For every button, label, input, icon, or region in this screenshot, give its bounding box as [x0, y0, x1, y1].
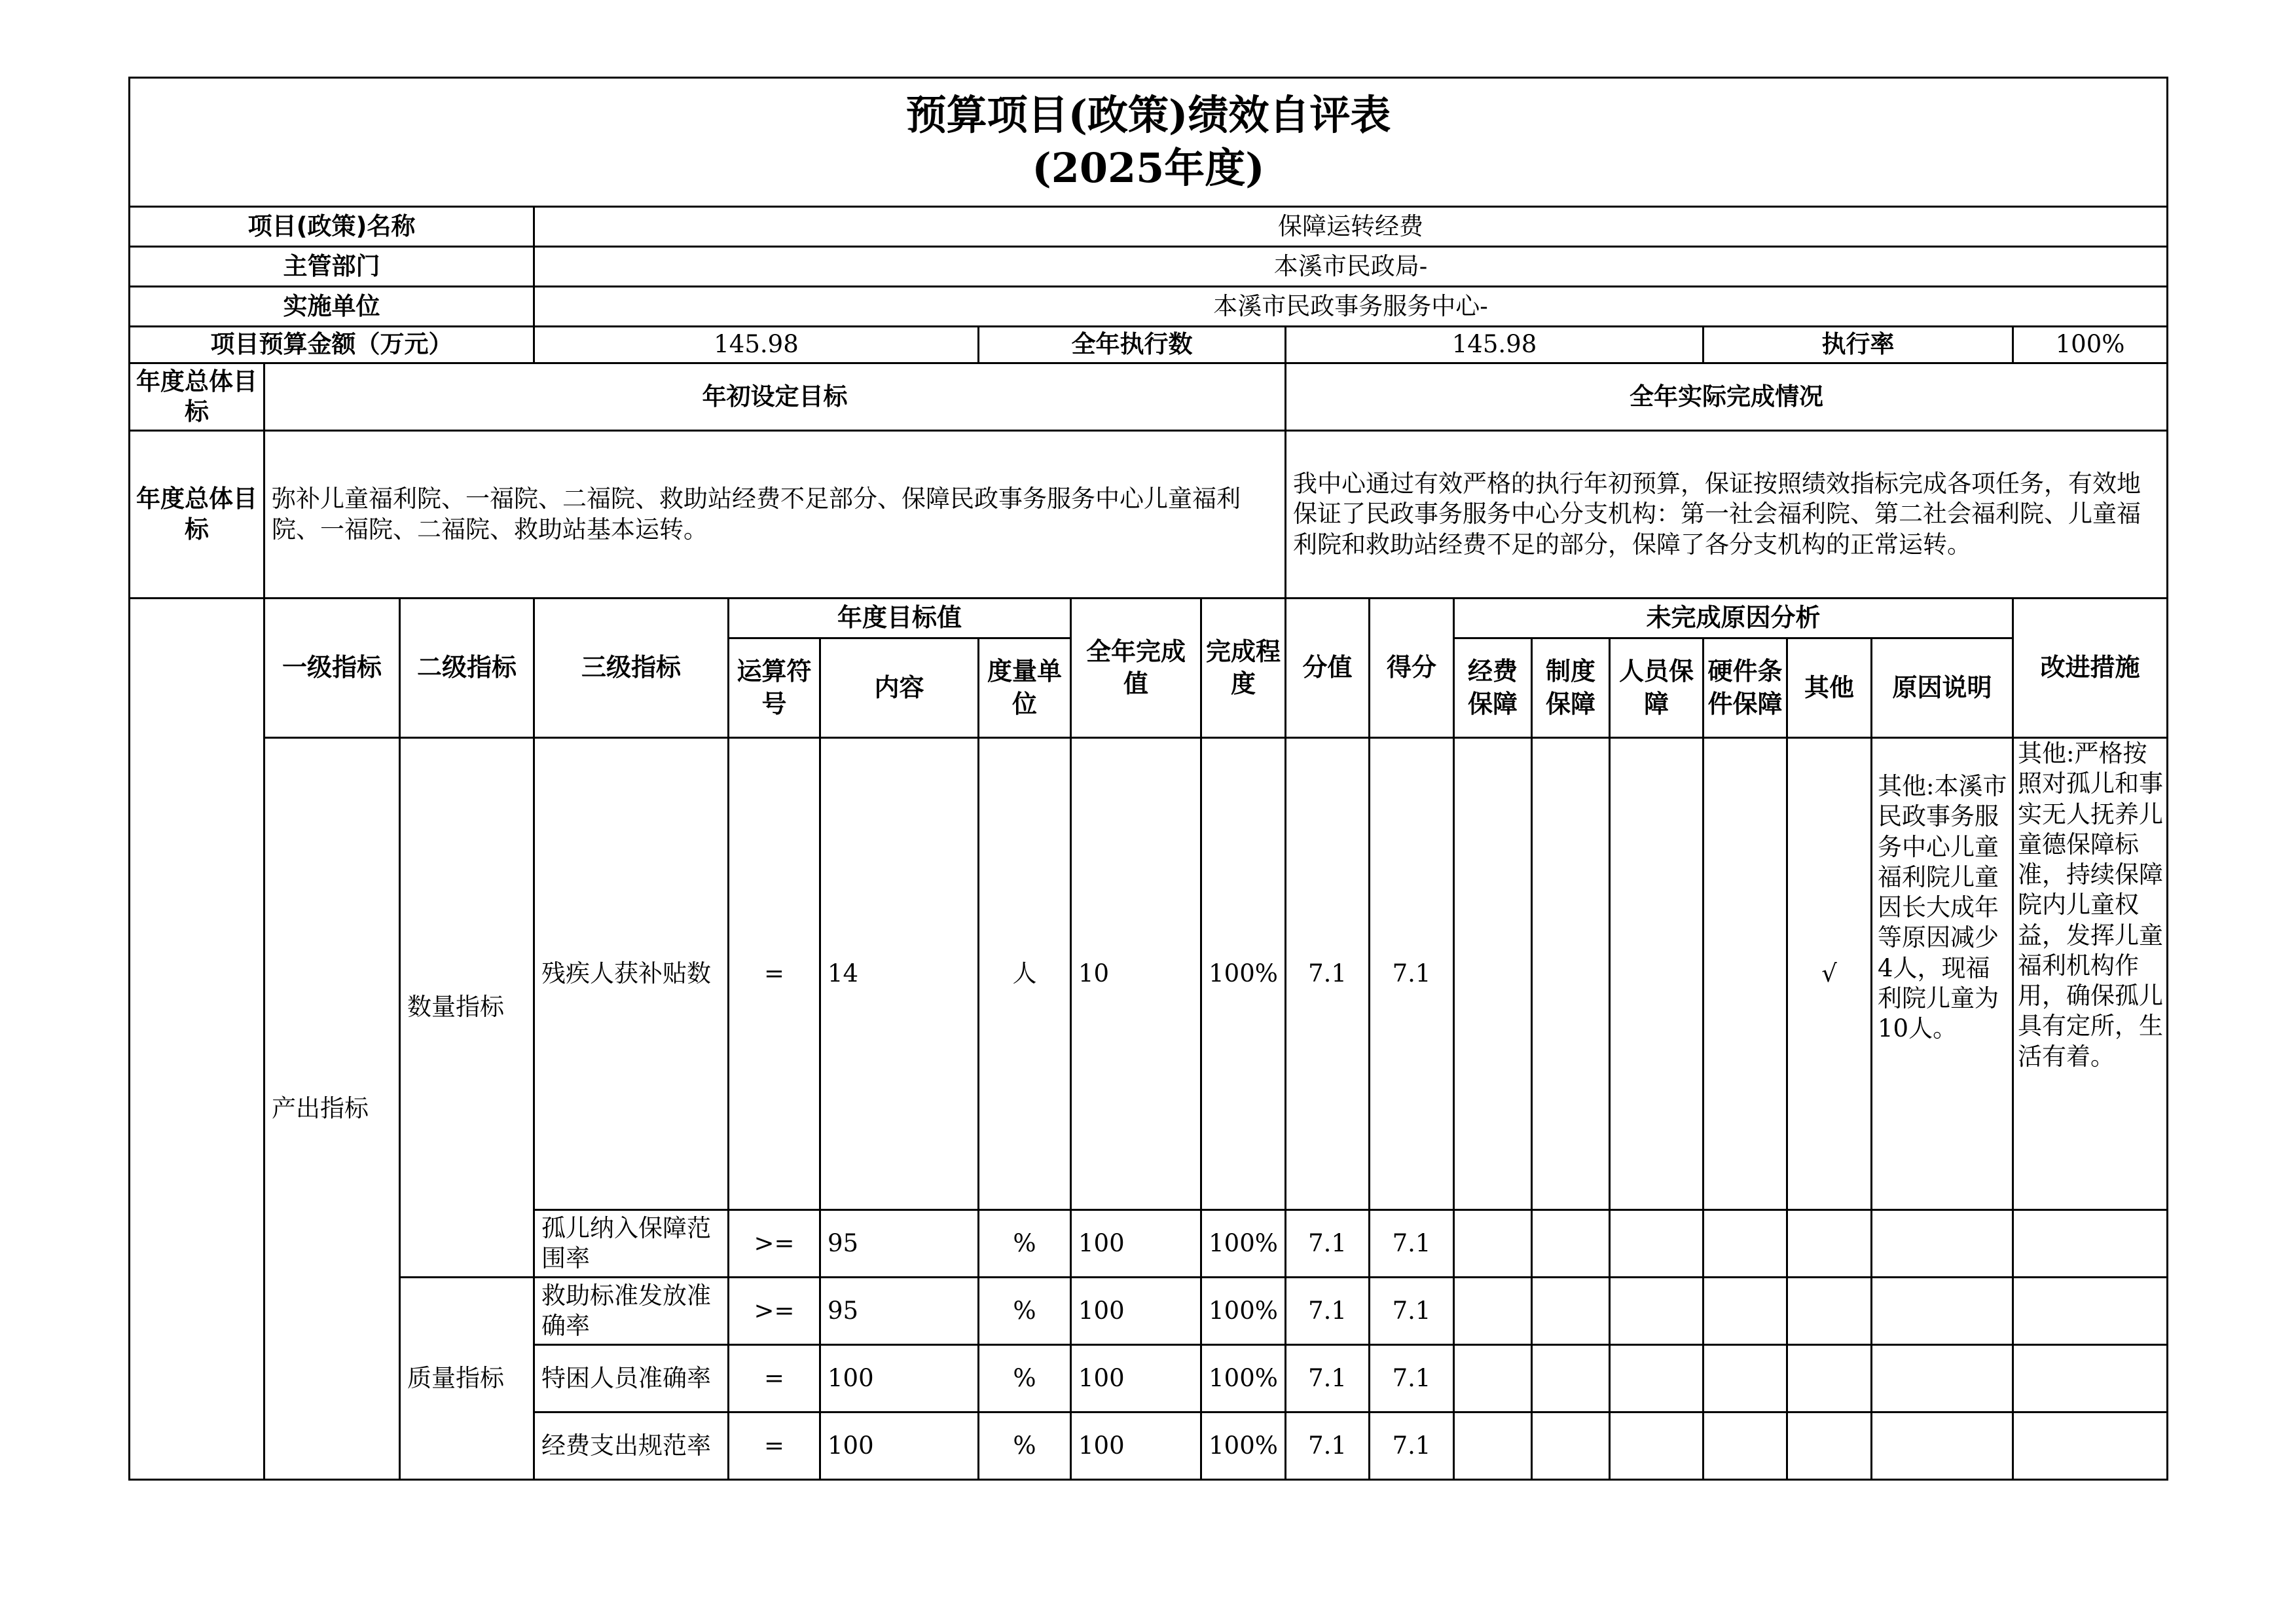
indicator-points: 7.1: [1286, 1345, 1370, 1412]
indicator-unit: %: [979, 1412, 1071, 1480]
indicator-name: 残疾人获补贴数: [534, 738, 729, 1210]
initial-goal-text: 弥补儿童福利院、一福院、二福院、救助站经费不足部分、保障民政事务服务中心儿童福利院、一福院、二福院、救助站基本运转。: [264, 431, 1286, 599]
indicator-operator: =: [729, 1412, 820, 1480]
output-indicator-label: 产出指标: [264, 738, 400, 1480]
annual-goal-label: 年度总体目标: [130, 431, 264, 599]
level2-header: 二级指标: [400, 599, 534, 738]
measure-cell: [2013, 1278, 2168, 1345]
indicator-score: 7.1: [1370, 1412, 1454, 1480]
other-cell: [1787, 1278, 1872, 1345]
implementing-unit-label: 实施单位: [130, 287, 534, 327]
annual-execution-label: 全年执行数: [979, 327, 1286, 363]
indicator-points: 7.1: [1286, 738, 1370, 1210]
other-header: 其他: [1787, 638, 1872, 738]
annual-goal-label-header: 年度总体目标: [130, 363, 264, 431]
system-header: 制度保障: [1532, 638, 1610, 738]
reason-analysis-header: 未完成原因分析: [1454, 599, 2013, 638]
indicator-score: 7.1: [1370, 1345, 1454, 1412]
indicator-unit: %: [979, 1210, 1071, 1278]
indicator-unit: %: [979, 1278, 1071, 1345]
actual-completion-text: 我中心通过有效严格的执行年初预算，保证按照绩效指标完成各项任务，有效地保证了民政事务服务中心分支机构：第一社会福利院、第二社会福利院、儿童福利院和救助站经费不足的部分，保障了各分支机构的正常运转。: [1286, 431, 2168, 599]
indicator-unit: %: [979, 1345, 1071, 1412]
staff-cell: [1610, 1412, 1704, 1480]
staff-cell: [1610, 1210, 1704, 1278]
project-name-value: 保障运转经费: [534, 207, 2168, 247]
score-header: 得分: [1370, 599, 1454, 738]
indicator-content: 95: [820, 1278, 979, 1345]
reason-cell: [1872, 1278, 2013, 1345]
staff-cell: [1610, 738, 1704, 1210]
indicator-score: 7.1: [1370, 738, 1454, 1210]
indicator-degree: 100%: [1201, 1345, 1286, 1412]
completion-degree-header: 完成程度: [1201, 599, 1286, 738]
actual-completion-header: 全年实际完成情况: [1286, 363, 2168, 431]
indicator-score: 7.1: [1370, 1210, 1454, 1278]
title-line-1: 预算项目(政策)绩效自评表: [905, 91, 1391, 139]
improvement-header: 改进措施: [2013, 599, 2168, 738]
other-cell: [1787, 1412, 1872, 1480]
indicator-name: 特困人员准确率: [534, 1345, 729, 1412]
hardware-cell: [1704, 1345, 1787, 1412]
indicator-operator: >=: [729, 1278, 820, 1345]
budget-amount-label: 项目预算金额（万元）: [130, 327, 534, 363]
implementing-unit-value: 本溪市民政事务服务中心-: [534, 287, 2168, 327]
indicator-blank-column: [130, 599, 264, 1480]
indicator-score: 7.1: [1370, 1278, 1454, 1345]
hardware-cell: [1704, 1210, 1787, 1278]
indicator-actual: 10: [1071, 738, 1201, 1210]
hardware-cell: [1704, 1278, 1787, 1345]
indicator-unit: 人: [979, 738, 1071, 1210]
indicator-degree: 100%: [1201, 1412, 1286, 1480]
other-cell: [1787, 1345, 1872, 1412]
system-cell: [1532, 738, 1610, 1210]
indicator-points: 7.1: [1286, 1210, 1370, 1278]
project-name-label: 项目(政策)名称: [130, 207, 534, 247]
budget-amount-value: 145.98: [534, 327, 979, 363]
indicator-degree: 100%: [1201, 738, 1286, 1210]
reason-description: 其他:本溪市民政事务服务中心儿童福利院儿童因长大成年等原因减少4人，现福利院儿童为10人。: [1872, 738, 2013, 1210]
points-header: 分值: [1286, 599, 1370, 738]
level1-header: 一级指标: [264, 599, 400, 738]
page-title: [130, 78, 2168, 207]
annual-execution-value: 145.98: [1286, 327, 1704, 363]
other-check-mark: √: [1787, 738, 1872, 1210]
target-value-header: 年度目标值: [729, 599, 1071, 638]
staff-header: 人员保障: [1610, 638, 1704, 738]
funding-cell: [1454, 1412, 1532, 1480]
annual-value-header: 全年完成值: [1071, 599, 1201, 738]
indicator-operator: =: [729, 1345, 820, 1412]
indicator-name: 孤儿纳入保障范围率: [534, 1210, 729, 1278]
indicator-content: 100: [820, 1345, 979, 1412]
indicator-content: 14: [820, 738, 979, 1210]
operator-header: 运算符号: [729, 638, 820, 738]
funding-cell: [1454, 1345, 1532, 1412]
indicator-actual: 100: [1071, 1345, 1201, 1412]
indicator-points: 7.1: [1286, 1412, 1370, 1480]
measure-cell: [2013, 1210, 2168, 1278]
department-label: 主管部门: [130, 247, 534, 287]
hardware-cell: [1704, 1412, 1787, 1480]
reason-cell: [1872, 1210, 2013, 1278]
indicator-actual: 100: [1071, 1210, 1201, 1278]
system-cell: [1532, 1210, 1610, 1278]
indicator-operator: =: [729, 738, 820, 1210]
indicator-name: 经费支出规范率: [534, 1412, 729, 1480]
indicator-actual: 100: [1071, 1412, 1201, 1480]
staff-cell: [1610, 1345, 1704, 1412]
indicator-degree: 100%: [1201, 1278, 1286, 1345]
measure-cell: [2013, 1345, 2168, 1412]
level3-header: 三级指标: [534, 599, 729, 738]
funding-cell: [1454, 738, 1532, 1210]
reason-cell: [1872, 1412, 2013, 1480]
staff-cell: [1610, 1278, 1704, 1345]
execution-rate-value: 100%: [2013, 327, 2168, 363]
other-cell: [1787, 1210, 1872, 1278]
execution-rate-label: 执行率: [1704, 327, 2013, 363]
reason-desc-header: 原因说明: [1872, 638, 2013, 738]
system-cell: [1532, 1412, 1610, 1480]
unit-header: 度量单位: [979, 638, 1071, 738]
indicator-points: 7.1: [1286, 1278, 1370, 1345]
initial-goal-header: 年初设定目标: [264, 363, 1286, 431]
quantity-indicator-label: 数量指标: [400, 738, 534, 1278]
indicator-operator: >=: [729, 1210, 820, 1278]
indicator-degree: 100%: [1201, 1210, 1286, 1278]
hardware-header: 硬件条件保障: [1704, 638, 1787, 738]
indicator-content: 95: [820, 1210, 979, 1278]
indicator-actual: 100: [1071, 1278, 1201, 1345]
system-cell: [1532, 1278, 1610, 1345]
funding-cell: [1454, 1210, 1532, 1278]
reason-cell: [1872, 1345, 2013, 1412]
indicator-content: 100: [820, 1412, 979, 1480]
title-line-2: (2025年度): [1032, 144, 1265, 192]
system-cell: [1532, 1345, 1610, 1412]
hardware-cell: [1704, 738, 1787, 1210]
indicator-name: 救助标准发放准确率: [534, 1278, 729, 1345]
measure-cell: [2013, 1412, 2168, 1480]
content-header: 内容: [820, 638, 979, 738]
funding-cell: [1454, 1278, 1532, 1345]
improvement-measure: 其他:严格按照对孤儿和事实无人抚养儿童德保障标准，持续保障院内儿童权益，发挥儿童福利机构作用，确保孤儿具有定所，生活有着。: [2013, 738, 2168, 1210]
self-evaluation-table: [128, 77, 2168, 1481]
quality-indicator-label: 质量指标: [400, 1278, 534, 1480]
department-value: 本溪市民政局-: [534, 247, 2168, 287]
funding-header: 经费保障: [1454, 638, 1532, 738]
